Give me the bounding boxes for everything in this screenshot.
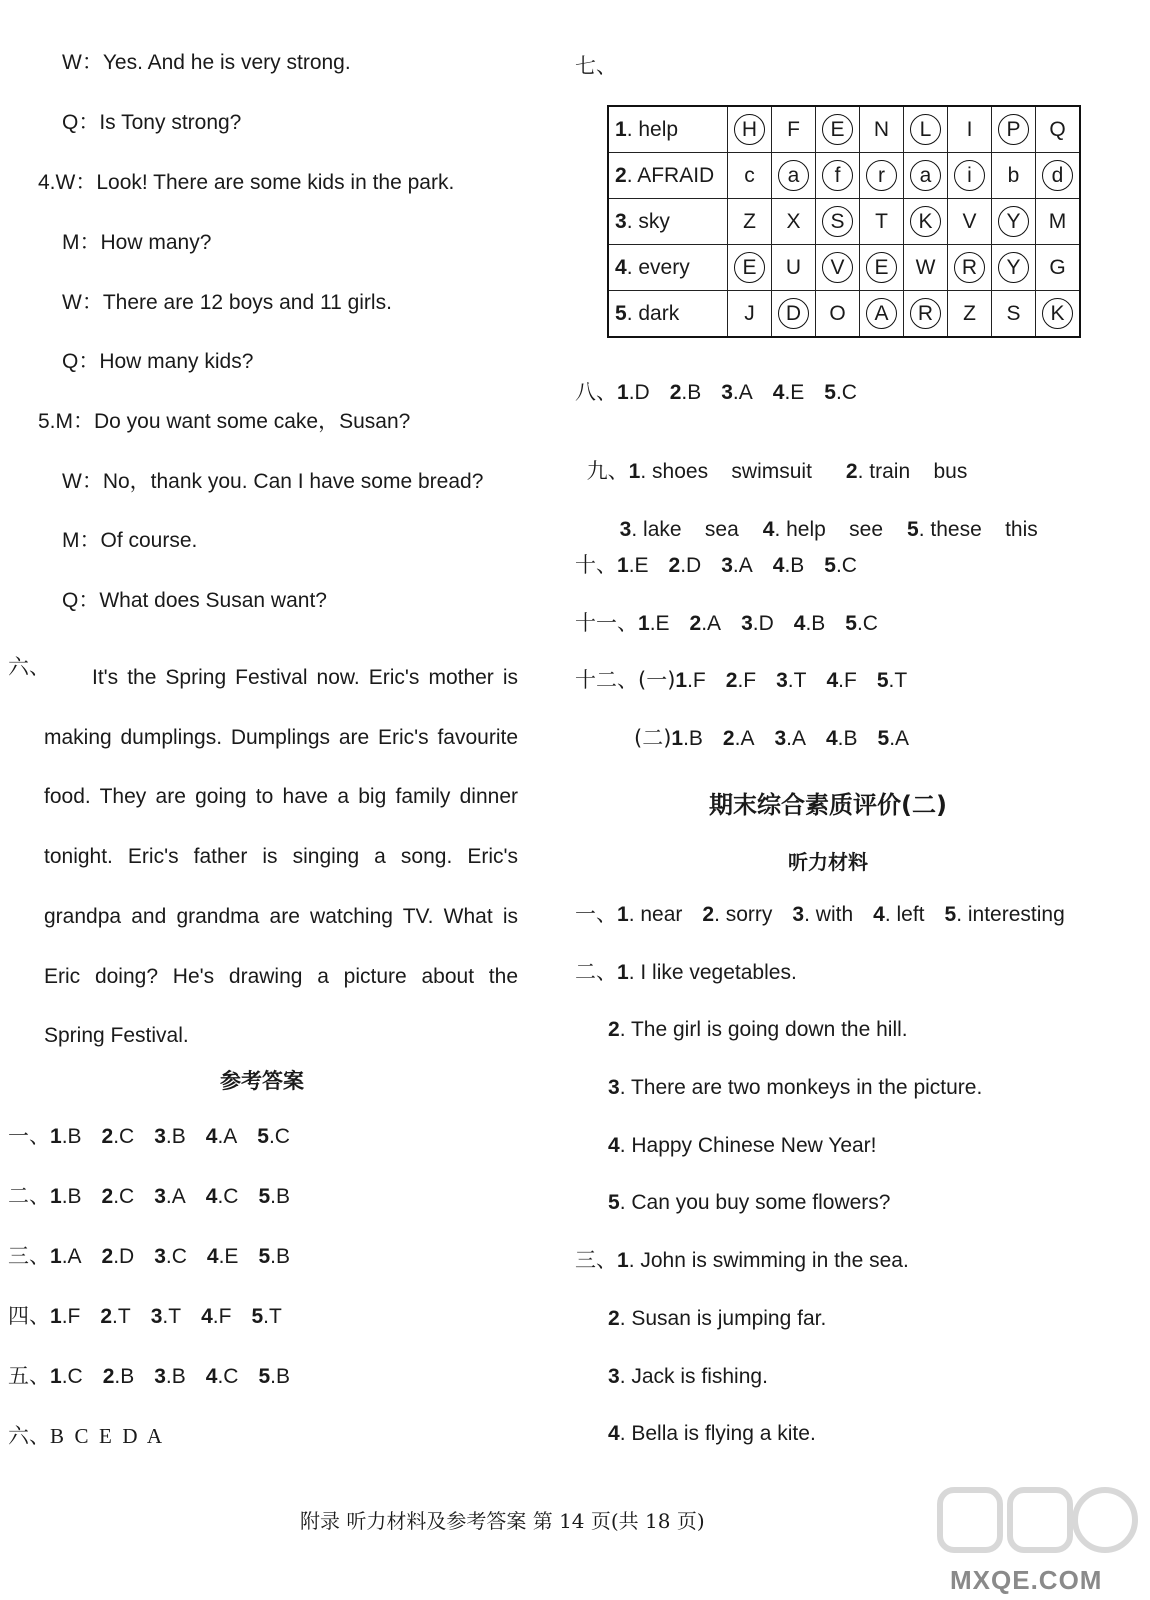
grid-letter: Z: [743, 209, 756, 233]
grid-letter-cell: [728, 106, 772, 153]
circled-letter: Y: [998, 252, 1029, 283]
section-nine-line2: 3. lake sea 4. help see 5. these this: [619, 518, 1038, 541]
section-twelve-part1: 十二、(一)1.F 2.F 3.T 4.F 5.T: [575, 668, 908, 692]
circled-letter: E: [866, 252, 897, 283]
grid-letter-cell: [816, 153, 860, 199]
listen-two-line: 5. Can you buy some flowers?: [608, 1191, 891, 1214]
answers-heading: 参考答案: [220, 1069, 304, 1093]
grid-letter-cell: [948, 199, 992, 245]
watermark-shape: [1075, 1490, 1135, 1550]
grid-letter-cell: [904, 199, 948, 245]
listen-one: 一、1. near 2. sorry 3. with 4. left 5. interesting: [575, 902, 1065, 926]
grid-letter-cell: [1036, 153, 1081, 199]
grid-letter: S: [1006, 301, 1021, 325]
dialog-line: M：Of course.: [62, 529, 198, 552]
grid-letter-cell: [1036, 106, 1081, 153]
grid-letter-cell: [816, 199, 860, 245]
answer-row: 三、1.A 2.D 3.C 4.E 5.B: [8, 1244, 290, 1268]
listen-three-line: 3. Jack is fishing.: [608, 1365, 768, 1388]
circled-letter: a: [778, 160, 809, 191]
grid-letter-cell: [772, 106, 816, 153]
listen-two-line: 2. The girl is going down the hill.: [608, 1018, 908, 1041]
section-ten: 十、1.E 2.D 3.A 4.B 5.C: [575, 553, 857, 577]
listening-title: 听力材料: [788, 850, 868, 874]
answer-row: [8, 1426, 162, 1447]
grid-letter: Z: [963, 301, 976, 325]
listen-two-line: 4. Happy Chinese New Year!: [608, 1134, 877, 1157]
grid-letter-cell: [904, 153, 948, 199]
grid-word-cell: 4. every: [608, 245, 728, 291]
section-eight: 八、1.D 2.B 3.A 4.E 5.C: [575, 380, 857, 404]
circled-letter: V: [822, 252, 853, 283]
watermark-shape: [1010, 1490, 1070, 1550]
word-search-grid: [607, 105, 1081, 338]
listen-three-line: 2. Susan is jumping far.: [608, 1307, 827, 1330]
passage-label: 六、: [8, 655, 50, 679]
grid-letter: c: [744, 163, 755, 187]
watermark-shape: [940, 1490, 1000, 1550]
grid-letter-cell: [816, 245, 860, 291]
circled-letter: D: [778, 298, 809, 329]
dialog-line: Q：What does Susan want?: [62, 589, 327, 612]
grid-letter-cell: [860, 291, 904, 338]
listen-three-line: 三、1. John is swimming in the sea.: [575, 1248, 909, 1272]
dialog-line: W：Yes. And he is very strong.: [62, 51, 351, 74]
grid-letter: X: [786, 209, 801, 233]
circled-letter: K: [910, 206, 941, 237]
circled-letter: P: [998, 114, 1029, 145]
grid-letter-cell: [728, 291, 772, 338]
grid-row: [608, 153, 1080, 199]
dialog-line: 4.W：Look! There are some kids in the park.: [38, 171, 455, 194]
grid-row: [608, 245, 1080, 291]
dialog-line: M：How many?: [62, 231, 212, 254]
grid-letter-cell: [772, 199, 816, 245]
dialog-line: 5.M：Do you want some cake，Susan?: [38, 410, 411, 433]
grid-letter-cell: [904, 245, 948, 291]
page-footer: 附录 听力材料及参考答案 第 14 页(共 18 页): [300, 1509, 705, 1533]
grid-letter-cell: [728, 245, 772, 291]
grid-row: [608, 106, 1080, 153]
grid-letter: T: [875, 209, 888, 233]
circled-letter: H: [734, 114, 765, 145]
grid-letter-cell: [948, 153, 992, 199]
circled-letter: R: [954, 252, 985, 283]
circled-letter: R: [910, 298, 941, 329]
grid-letter: O: [829, 301, 846, 325]
grid-letter: F: [787, 117, 800, 141]
circled-letter: f: [822, 160, 853, 191]
circled-letter: A: [866, 298, 897, 329]
circled-letter: r: [866, 160, 897, 191]
section-nine-line1: 九、1. shoes swimsuit 2. train bus: [586, 459, 968, 483]
watermark-text: MXQE.COM: [950, 1565, 1103, 1595]
grid-letter: W: [915, 255, 936, 279]
grid-row: [608, 199, 1080, 245]
dialog-line: W：There are 12 boys and 11 girls.: [62, 291, 392, 314]
grid-letter: J: [744, 301, 755, 325]
grid-row: [608, 291, 1080, 338]
circled-letter: E: [822, 114, 853, 145]
answer-row-label: 六、: [8, 1424, 50, 1448]
passage-text: It's the Spring Festival now. Eric's mother is making dumplings. Dumplings are Eric's favourite food. They are going to have a big family dinner tonight. Eric's father is singing a song. Eric's grandpa and grandma are watching TV. What is Eric doing? He's drawing a picture about the Spring Festival.: [44, 666, 518, 1048]
circled-letter: K: [1042, 298, 1073, 329]
dialog-line: W：No，thank you. Can I have some bread?: [62, 470, 484, 493]
grid-letter: b: [1007, 163, 1020, 187]
grid-letter: U: [785, 255, 802, 279]
grid-letter-cell: [992, 106, 1036, 153]
grid-letter: Q: [1049, 117, 1066, 141]
circled-letter: E: [734, 252, 765, 283]
answer-row-label: 四、: [8, 1304, 50, 1328]
grid-letter: V: [962, 209, 977, 233]
grid-letter-cell: [1036, 245, 1081, 291]
answer-row-label: 一、: [8, 1124, 50, 1148]
grid-letter-cell: [1036, 291, 1081, 338]
grid-letter-cell: [772, 291, 816, 338]
grid-letter: M: [1048, 209, 1067, 233]
dialog-line: Q：Is Tony strong?: [62, 111, 242, 134]
circled-letter: i: [954, 160, 985, 191]
listen-two-line: 二、1. I like vegetables.: [575, 960, 797, 984]
listen-three-line: 4. Bella is flying a kite.: [608, 1422, 816, 1445]
grid-letter-cell: [728, 199, 772, 245]
grid-letter-cell: [772, 245, 816, 291]
grid-letter-cell: [816, 291, 860, 338]
grid-letter-cell: [860, 199, 904, 245]
answer-row-label: 二、: [8, 1184, 50, 1208]
grid-letter: I: [966, 117, 973, 141]
circled-letter: L: [910, 114, 941, 145]
grid-letter-cell: [772, 153, 816, 199]
grid-letter-cell: [904, 106, 948, 153]
grid-letter: N: [873, 117, 890, 141]
exam-title: 期末综合素质评价(二): [709, 791, 947, 819]
answer-row: 五、1.C 2.B 3.B 4.C 5.B: [8, 1364, 290, 1388]
grid-letter-cell: [728, 153, 772, 199]
grid-word-cell: 2. AFRAID: [608, 153, 728, 199]
answer-six-value: B C E D A: [50, 1424, 163, 1448]
grid-word-cell: 3. sky: [608, 199, 728, 245]
grid-letter-cell: [860, 245, 904, 291]
grid-letter-cell: [1036, 199, 1081, 245]
grid-letter-cell: [860, 106, 904, 153]
grid-word-cell: 1. help: [608, 106, 728, 153]
circled-letter: d: [1042, 160, 1073, 191]
section-twelve-part2: (二)1.B 2.A 3.A 4.B 5.A: [634, 726, 910, 750]
grid-letter-cell: [992, 245, 1036, 291]
grid-letter-cell: [948, 106, 992, 153]
grid-word-cell: 5. dark: [608, 291, 728, 338]
answer-row-label: 三、: [8, 1244, 50, 1268]
circled-letter: a: [910, 160, 941, 191]
grid-letter-cell: [948, 291, 992, 338]
grid-letter-cell: [860, 153, 904, 199]
section-eleven: 十一、1.E 2.A 3.D 4.B 5.C: [575, 611, 878, 635]
answer-row-label: 五、: [8, 1364, 50, 1388]
listen-two-line: 3. There are two monkeys in the picture.: [608, 1076, 983, 1099]
circled-letter: Y: [998, 206, 1029, 237]
grid-letter-cell: [992, 199, 1036, 245]
section-seven-label: 七、: [575, 54, 617, 78]
answer-row: 二、1.B 2.C 3.A 4.C 5.B: [8, 1184, 290, 1208]
circled-letter: S: [822, 206, 853, 237]
dialog-line: Q：How many kids?: [62, 350, 254, 373]
answer-row: 四、1.F 2.T 3.T 4.F 5.T: [8, 1304, 282, 1328]
grid-letter-cell: [816, 106, 860, 153]
answer-row: 一、1.B 2.C 3.B 4.A 5.C: [8, 1124, 290, 1148]
grid-letter-cell: [948, 245, 992, 291]
grid-letter-cell: [992, 291, 1036, 338]
grid-letter-cell: [992, 153, 1036, 199]
grid-letter: G: [1049, 255, 1066, 279]
grid-letter-cell: [904, 291, 948, 338]
